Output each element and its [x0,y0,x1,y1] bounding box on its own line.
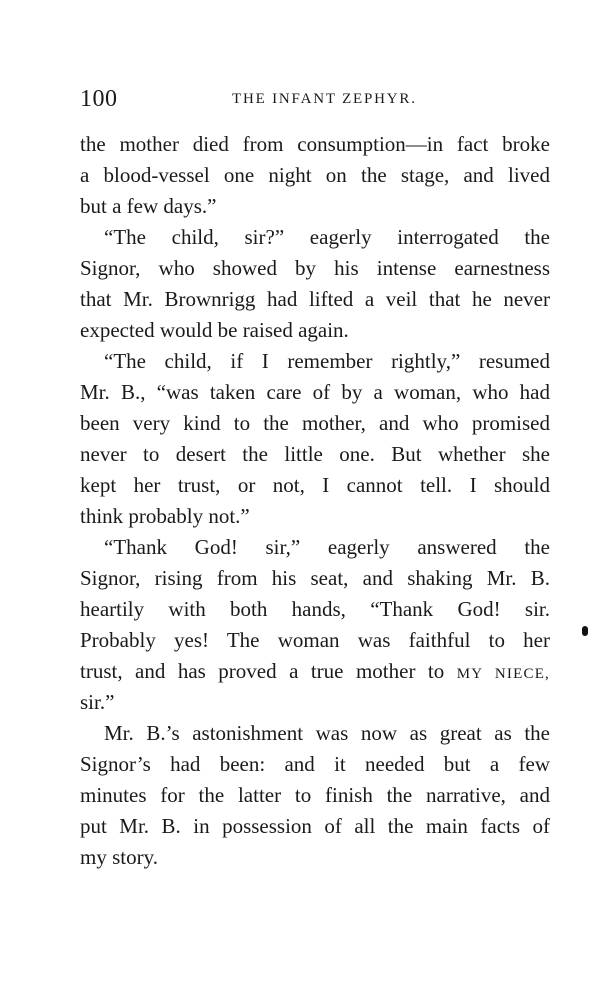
text-line: Signor, rising from his seat, and shaking Mr. B. [80,566,550,590]
text-line: think probably not.” [80,504,250,528]
text-line: my story. [80,845,158,869]
small-caps-text: MY NIECE, [456,666,551,682]
text-line: been very kind to the mother, and who promised [80,411,550,435]
running-head: THE INFANT ZEPHYR. [232,91,417,107]
text-line: “The child, sir?” eagerly interrogated the [104,225,550,249]
page-number: 100 [80,86,118,112]
body-text [80,129,550,873]
text-line: Mr. B., “was taken care of by a woman, who had [80,380,550,404]
text-line: heartily with both hands, “Thank God! sir. [80,597,550,621]
margin-ink-mark [582,626,588,636]
text-line: but a few days.” [80,194,217,218]
text-line: never to desert the little one. But whether she [80,442,550,466]
text-line: “Thank God! sir,” eagerly answered the [104,535,550,559]
text-line: Signor’s had been: and it needed but a few [80,752,550,776]
text-line: that Mr. Brownrigg had lifted a veil that he never [80,287,550,311]
text-line: the mother died from consumption—in fact broke [80,132,550,156]
text-line: expected would be raised again. [80,318,349,342]
text-line: sir.” [80,690,115,714]
text-line: minutes for the latter to finish the narrative, and [80,783,550,807]
text-line: Probably yes! The woman was faithful to her [80,628,550,652]
text-line: “The child, if I remember rightly,” resumed [104,349,550,373]
text-line: put Mr. B. in possession of all the main facts of [80,814,550,838]
text-line: Mr. B.’s astonishment was now as great as the [104,721,550,745]
text-line: Signor, who showed by his intense earnestness [80,256,550,280]
text-line: kept her trust, or not, I cannot tell. I should [80,473,550,497]
text-line [80,656,550,687]
page-header [80,86,550,116]
text-line: a blood-vessel one night on the stage, and lived [80,163,550,187]
text-line-part: trust, and has proved a true mother to [80,659,445,683]
